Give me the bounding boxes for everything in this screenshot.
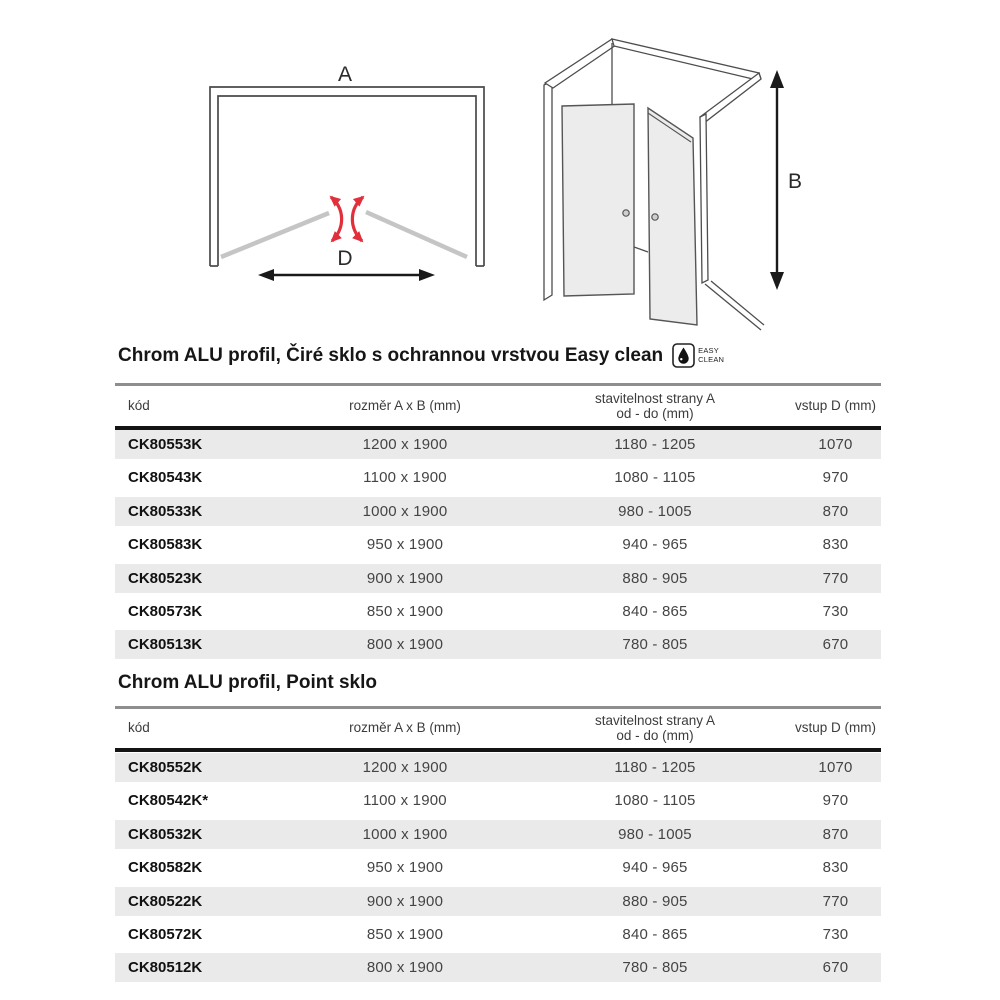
swing-arrow-left-icon [331, 197, 342, 241]
dimension-label-a: A [337, 63, 353, 86]
cell-adjust: 980 - 1005 [618, 825, 692, 843]
cell-adjust: 940 - 965 [622, 536, 688, 554]
cell-entry: 830 [822, 536, 849, 554]
table-row [115, 853, 881, 882]
cell-entry: 670 [822, 636, 849, 654]
table-row [115, 887, 881, 916]
cell-code: CK80573K [128, 602, 203, 620]
cell-entry: 670 [822, 959, 849, 977]
cell-adjust: 980 - 1005 [618, 502, 692, 520]
cell-code: CK80542K* [128, 792, 209, 810]
cell-adjust: 840 - 865 [622, 925, 688, 943]
cell-code: CK80533K [128, 502, 203, 520]
cell-code: CK80532K [128, 825, 203, 843]
perspective-diagram [528, 26, 823, 340]
cell-adjust: 880 - 905 [622, 892, 688, 910]
cell-size: 900 x 1900 [366, 892, 444, 910]
cell-adjust: 1080 - 1105 [614, 792, 696, 810]
cell-adjust: 1180 - 1205 [614, 759, 696, 776]
cell-size: 1100 x 1900 [363, 792, 447, 810]
easy-clean-badge-text: EASY CLEAN [698, 346, 725, 364]
table-row [115, 530, 881, 559]
table-row [115, 920, 881, 949]
table-row [115, 597, 881, 626]
cell-entry: 770 [822, 892, 849, 910]
cell-size: 850 x 1900 [366, 925, 444, 943]
cell-entry: 970 [822, 792, 849, 810]
header-rule [115, 426, 881, 430]
cell-adjust: 1180 - 1205 [614, 436, 696, 453]
cell-entry: 970 [822, 469, 849, 487]
cell-entry: 1070 [818, 436, 853, 453]
cell-size: 950 x 1900 [366, 536, 444, 554]
cell-code: CK80572K [128, 925, 203, 943]
cell-code: CK80512K [128, 959, 203, 977]
section-title-point-sklo: Chrom ALU profil, Point sklo [118, 672, 377, 693]
cell-code: CK80543K [128, 469, 203, 487]
table-row [115, 463, 881, 492]
dimension-arrow-b [770, 70, 784, 290]
cell-code: CK80553K [128, 436, 203, 453]
cell-entry: 770 [822, 569, 849, 587]
cell-size: 1100 x 1900 [363, 469, 447, 487]
cell-adjust: 780 - 805 [622, 636, 688, 654]
door-knob-icon [623, 210, 629, 216]
cell-size: 1000 x 1900 [362, 502, 448, 520]
column-header-adjust: stavitelnost strany A od - do (mm) [594, 712, 716, 743]
spec-table-easy-clean [115, 430, 881, 664]
cell-code: CK80582K [128, 859, 203, 877]
cell-adjust: 1080 - 1105 [614, 469, 696, 487]
dimension-label-d: D [337, 247, 353, 270]
table-row [115, 630, 881, 659]
header-rule [115, 748, 881, 752]
swing-arrow-right-icon [352, 197, 363, 241]
top-view-diagram [195, 58, 505, 305]
cell-code: CK80552K [128, 759, 203, 776]
table-row [115, 953, 881, 982]
column-header-adjust: stavitelnost strany A od - do (mm) [594, 390, 716, 421]
spec-table-point-sklo [115, 753, 881, 987]
cell-entry: 830 [822, 859, 849, 877]
column-header-code: kód [128, 398, 150, 413]
cell-code: CK80583K [128, 536, 203, 554]
cell-size: 800 x 1900 [366, 636, 444, 654]
easy-clean-droplet-icon [672, 343, 695, 368]
cell-code: CK80522K [128, 892, 203, 910]
section-title-easy-clean: Chrom ALU profil, Čiré sklo s ochrannou vrstvou Easy clean [118, 344, 664, 366]
cell-size: 850 x 1900 [366, 602, 444, 620]
table-row [115, 820, 881, 849]
cell-size: 950 x 1900 [366, 859, 444, 877]
door-panel-left [562, 104, 634, 296]
cell-entry: 730 [822, 602, 849, 620]
cell-size: 1200 x 1900 [362, 436, 448, 453]
cell-size: 1000 x 1900 [362, 825, 448, 843]
cell-adjust: 940 - 965 [622, 859, 688, 877]
column-header-entry: vstup D (mm) [795, 720, 876, 735]
column-header-code: kód [128, 720, 150, 735]
table-row [115, 564, 881, 593]
table-header [115, 386, 881, 425]
cell-adjust: 840 - 865 [622, 602, 688, 620]
cell-adjust: 780 - 805 [622, 959, 688, 977]
table-row [115, 786, 881, 815]
easy-clean-badge [672, 343, 724, 368]
cell-size: 900 x 1900 [366, 569, 444, 587]
dimension-arrow-d [258, 269, 435, 281]
table-row [115, 497, 881, 526]
column-header-size: rozměr A x B (mm) [349, 398, 461, 413]
cell-code: CK80513K [128, 636, 203, 654]
door-knob-icon [652, 214, 658, 220]
door-panel-right [648, 108, 697, 325]
cell-code: CK80523K [128, 569, 203, 587]
column-header-entry: vstup D (mm) [795, 398, 876, 413]
cell-entry: 1070 [818, 759, 853, 776]
cell-size: 800 x 1900 [366, 959, 444, 977]
table-row [115, 430, 881, 459]
dimension-label-b: B [788, 170, 803, 193]
cell-entry: 870 [822, 502, 849, 520]
table-row [115, 753, 881, 782]
cell-adjust: 880 - 905 [622, 569, 688, 587]
cell-entry: 870 [822, 825, 849, 843]
cell-size: 1200 x 1900 [362, 759, 448, 776]
frame-outline [210, 87, 484, 266]
table-header [115, 708, 881, 747]
column-header-size: rozměr A x B (mm) [349, 720, 461, 735]
cell-entry: 730 [822, 925, 849, 943]
